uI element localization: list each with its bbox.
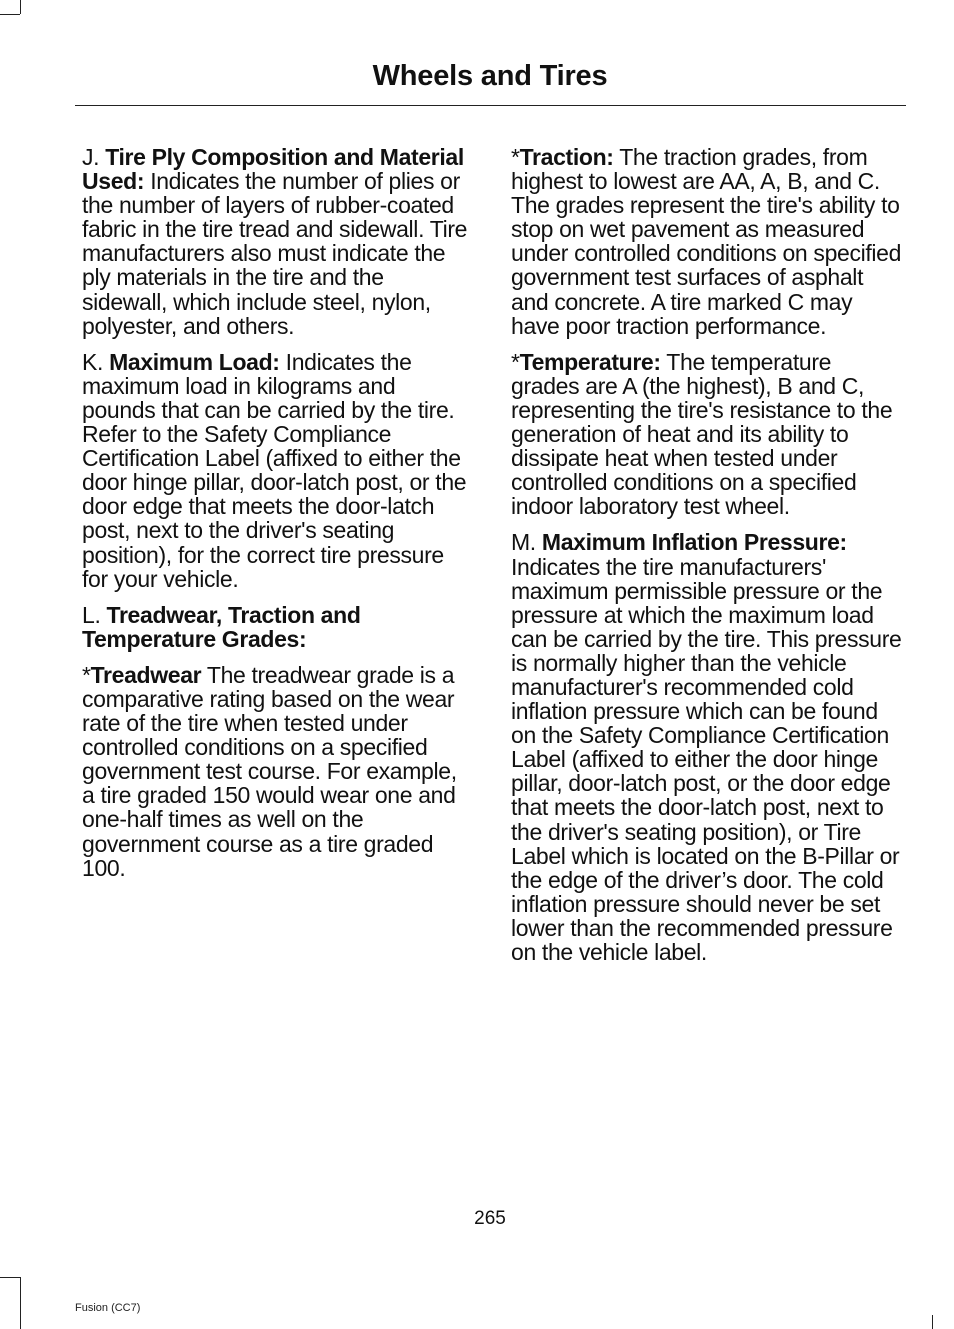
paragraph-treadwear xyxy=(82,663,474,880)
right-column xyxy=(511,145,903,976)
item-body: Indicates the maximum load in kilograms and pounds that can be carried by the tire. Refer to the Safety Compliance Certification Label (affixed to either the door hinge pillar, door-latch post, or the door edge that meets the door-latch post, next to the driver's seating position), for the correct tire pressure for your vehicle. xyxy=(82,348,467,592)
paragraph-grades-heading xyxy=(82,603,474,651)
item-heading: Temperature: xyxy=(519,348,661,375)
item-body: The treadwear grade is a comparative rating based on the wear rate of the tire when tested under controlled conditions on a specified government test course. For example, a tire graded 150 would wear one and one-half times as well on the government course as a tire graded 100. xyxy=(82,661,457,881)
crop-mark xyxy=(0,1277,20,1278)
item-heading: Treadwear, Traction and Temperature Grades: xyxy=(82,601,361,652)
paragraph-temperature xyxy=(511,350,903,519)
item-body: Indicates the number of plies or the number of layers of rubber-coated fabric in the tire tread and sidewall. Tire manufacturers also must indicate the ply materials in the tire and the sidewall, which include steel, nylon, polyester, and others. xyxy=(82,168,468,339)
item-body: The traction grades, from highest to lowest are AA, A, B, and C. The grades represent the tire's ability to stop on wet pavement as measured under controlled conditions on specified government test surfaces of asphalt and concrete. A tire marked C may have poor traction performance. xyxy=(511,144,902,339)
item-prefix: K. xyxy=(82,348,110,375)
item-prefix: J. xyxy=(82,144,106,170)
crop-mark xyxy=(0,14,20,15)
item-body: Indicates the tire manufacturers' maximum permissible pressure or the pressure at which the maximum load can be carried by the tire. This pressure is normally higher than the vehicle manufacturer's recommended cold inflation pressure which can be found on the Safety Compliance Certification Label (affixed to either the door hinge pillar, door-latch post, or the door edge that meets the door-latch post, next to the driver's seating position), or Tire Label which is located on the B-Pillar or the edge of the driver’s door. The cold inflation pressure should never be set lower than the recommended pressure on the vehicle label. xyxy=(511,553,902,965)
page-number: 265 xyxy=(474,1208,506,1229)
item-heading: Tire Ply Composition and Material Used: xyxy=(82,144,464,195)
item-heading: Maximum Load: xyxy=(109,348,280,375)
item-prefix: * xyxy=(511,144,520,170)
item-prefix: M. xyxy=(511,529,542,556)
item-prefix: * xyxy=(511,348,520,375)
crop-mark xyxy=(20,0,21,14)
item-heading: Treadwear xyxy=(90,661,202,688)
crop-mark xyxy=(20,1277,21,1329)
paragraph-maximum-load xyxy=(82,350,474,591)
document-code: Fusion (CC7) xyxy=(75,1302,141,1314)
paragraph-tire-ply xyxy=(82,145,474,338)
item-heading: Traction: xyxy=(519,144,614,170)
paragraph-traction xyxy=(511,145,903,338)
item-body: The temperature grades are A (the highest), B and C, representing the tire's resistance to the generation of heat and its ability to dissipate heat when tested under controlled conditions on a specified indoor laboratory test wheel. xyxy=(511,348,893,520)
item-prefix: L. xyxy=(82,601,107,628)
header-divider xyxy=(75,105,906,106)
left-column xyxy=(82,145,474,892)
item-prefix: * xyxy=(82,661,91,688)
item-heading: Maximum Inflation Pressure: xyxy=(541,529,847,556)
page-title: Wheels and Tires xyxy=(372,60,608,92)
paragraph-maximum-inflation xyxy=(511,530,903,964)
crop-mark xyxy=(932,1315,933,1329)
